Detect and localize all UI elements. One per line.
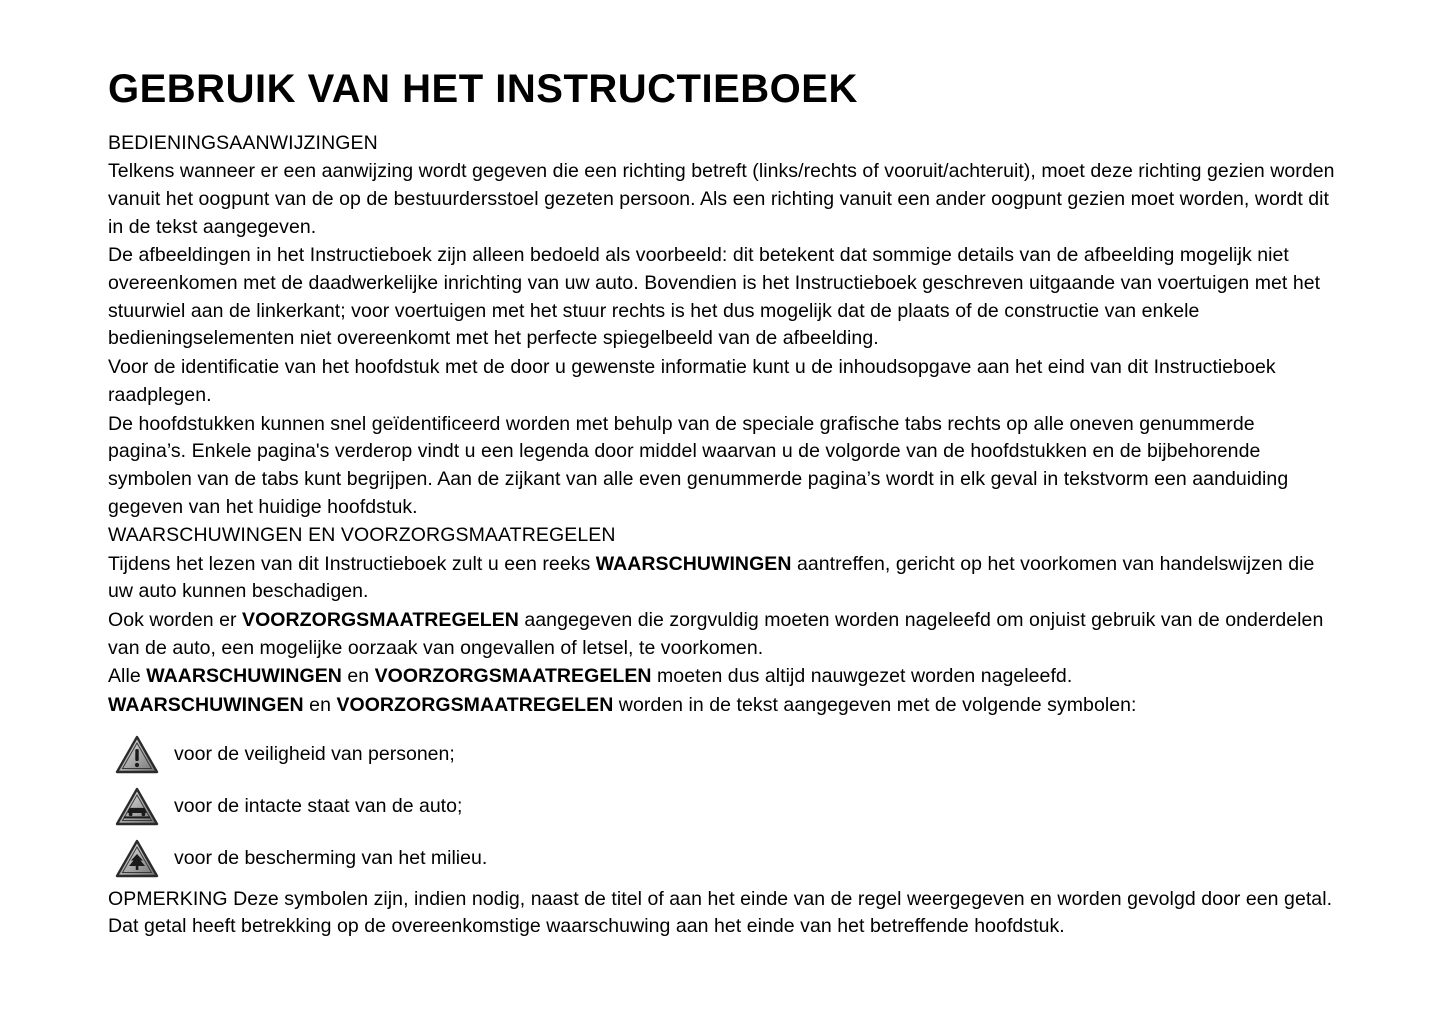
text-run: Tijdens het lezen van dit Instructieboek zult u een reeks <box>108 552 596 575</box>
paragraph-table-of-contents: Voor de identificatie van het hoofdstuk met de door u gewenste informatie kunt u de inhoudsopgave aan het eind van dit Instructieboek raadplegen. <box>108 356 1276 406</box>
text-run-bold: VOORZORGSMAATREGELEN <box>374 665 652 688</box>
text-run: en <box>341 665 375 688</box>
text-run-bold: VOORZORGSMAATREGELEN <box>336 694 614 716</box>
paragraph-symbols-lead <box>108 692 1337 720</box>
list-item <box>108 730 1337 780</box>
warning-car-triangle-icon <box>114 785 160 829</box>
symbol-label: voor de intacte staat van de auto; <box>174 795 463 818</box>
paragraph-warnings-intro <box>108 551 1337 606</box>
section-heading-operating-instructions: BEDIENINGSAANWIJZINGEN <box>108 132 378 154</box>
paragraph-chapter-tabs: De hoofdstukken kunnen snel geïdentificeerd worden met behulp van de speciale grafische tabs rechts op alle oneven genummerde pagina’s. Enkele pagina's verderop vindt u een legenda door middel waarvan u de volgorde van de hoofdstukken en de bijbehorende symbolen van de tabs kunt begrijpen. Aan de zijkant van alle even genummerde pagina’s wordt in elk geval in tekstvorm een aanduiding gegeven van het huidige hoofdstuk. <box>108 412 1289 518</box>
list-item <box>108 782 1337 832</box>
paragraph-comply <box>108 663 1337 691</box>
text-run: moeten dus altijd nauwgezet worden nageleefd. <box>651 665 1073 688</box>
text-run: Ook worden er <box>108 608 243 631</box>
paragraph-directions: Telkens wanneer er een aanwijzing wordt gegeven die een richting betreft (links/rechts of vooruit/achteruit), moet deze richting gezien worden vanuit het oogpunt van de op de bestuurdersstoel gezeten persoon. Als een richting vanuit een ander oogpunt gezien moet worden, wordt dit in de tekst aangegeven. <box>108 160 1335 238</box>
section-heading-warnings: WAARSCHUWINGEN EN VOORZORGSMAATREGELEN <box>108 524 616 547</box>
text-run: worden in de tekst aangegeven met de volgende symbolen: <box>613 694 1137 716</box>
text-run-bold: WAARSCHUWINGEN <box>595 552 792 575</box>
text-run-bold: WAARSCHUWINGEN <box>108 694 304 716</box>
text-run: aantreffen, gericht op het voorkomen van handelswijzen die uw auto kunnen beschadigen. <box>108 552 1315 603</box>
paragraph-note: OPMERKING Deze symbolen zijn, indien nodig, naast de titel of aan het einde van de regel weergegeven en worden gevolgd door een getal. Dat getal heeft betrekking op de overeenkomstige waarschuwing aan het einde van het betreffende hoofdstuk. <box>108 887 1333 938</box>
paragraph-precautions-intro <box>108 607 1337 662</box>
symbol-label: voor de veiligheid van personen; <box>174 743 455 766</box>
symbol-legend-list <box>108 730 1337 884</box>
text-run-bold: WAARSCHUWINGEN <box>146 665 342 688</box>
text-run: en <box>303 694 337 716</box>
list-item <box>108 834 1337 884</box>
symbol-label: voor de bescherming van het milieu. <box>174 847 488 870</box>
text-run: aangegeven die zorgvuldig moeten worden nageleefd om onjuist gebruik van de onderdelen van de auto, een mogelijke oorzaak van ongevallen of letsel, te voorkomen. <box>108 608 1324 659</box>
warning-exclamation-triangle-icon <box>114 733 160 777</box>
text-run-bold: VOORZORGSMAATREGELEN <box>242 608 519 631</box>
paragraph-illustrations: De afbeeldingen in het Instructieboek zijn alleen bedoeld als voorbeeld: dit betekent dat sommige details van de afbeelding mogelijk niet overeenkomen met de daadwerkelijke inrichting van uw auto. Bovendien is het Instructieboek geschreven uitgaande van voertuigen met het stuurwiel aan de linkerkant; voor voertuigen met het stuur rechts is het dus mogelijk dat de plaats of de constructie van enkele bedieningselementen niet overeenkomt met het perfecte spiegelbeeld van de afbeelding. <box>108 244 1321 350</box>
warning-environment-tree-triangle-icon <box>114 837 160 881</box>
text-run: Alle <box>108 665 147 688</box>
page-title: GEBRUIK VAN HET INSTRUCTIEBOEK <box>108 67 858 111</box>
